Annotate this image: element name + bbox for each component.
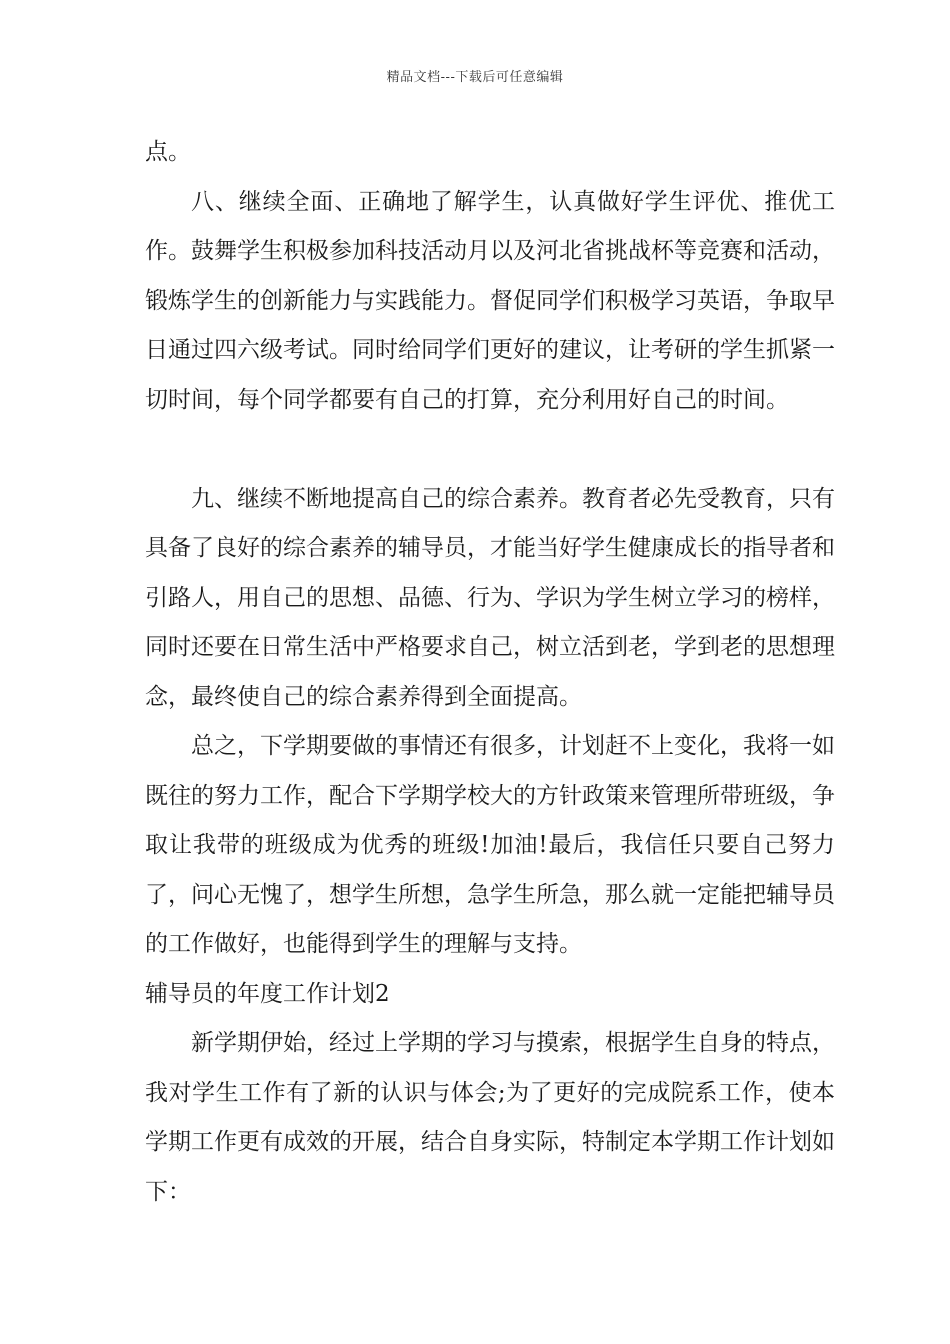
paragraph-item-eight: 八、继续全面、正确地了解学生，认真做好学生评优、推优工作。鼓舞学生积极参加科技活动月以及河北省挑战杯等竞赛和活动，锻炼学生的创新能力与实践能力。督促同学们积极学习英语，争取早日通过四六级考试。同时给同学们更好的建议，让考研的学生抓紧一切时间，每个同学都要有自己的打算，充分利用好自己的时间。 <box>145 188 835 413</box>
paragraph-intro: 新学期伊始，经过上学期的学习与摸索，根据学生自身的特点，我对学生工作有了新的认识与体会;为了更好的完成院系工作，使本学期工作更有成效的开展，结合自身实际，特制定本学期工作计划如下： <box>145 1030 835 1205</box>
paragraph-item-nine: 九、继续不断地提高自己的综合素养。教育者必先受教育，只有具备了良好的综合素养的辅导员，才能当好学生健康成长的指导者和引路人，用自己的思想、品德、行为、学识为学生树立学习的榜样，同时还要在日常生活中严格要求自己，树立活到老，学到老的思想理念，最终使自己的综合素养得到全面提高。 <box>145 485 835 710</box>
paragraph-continuation: 点。 <box>145 139 191 165</box>
document-body <box>145 128 835 1217</box>
paragraph-summary: 总之，下学期要做的事情还有很多，计划赶不上变化，我将一如既往的努力工作，配合下学期学校大的方针政策来管理所带班级，争取让我带的班级成为优秀的班级!加油!最后，我信任只要自己努力了，问心无愧了，想学生所想，急学生所急，那么就一定能把辅导员的工作做好，也能得到学生的理解与支持。 <box>145 733 835 957</box>
section-heading: 辅导员的年度工作计划2 <box>145 980 390 1007</box>
page-header: 精品文档---下载后可任意编辑 <box>386 70 564 85</box>
